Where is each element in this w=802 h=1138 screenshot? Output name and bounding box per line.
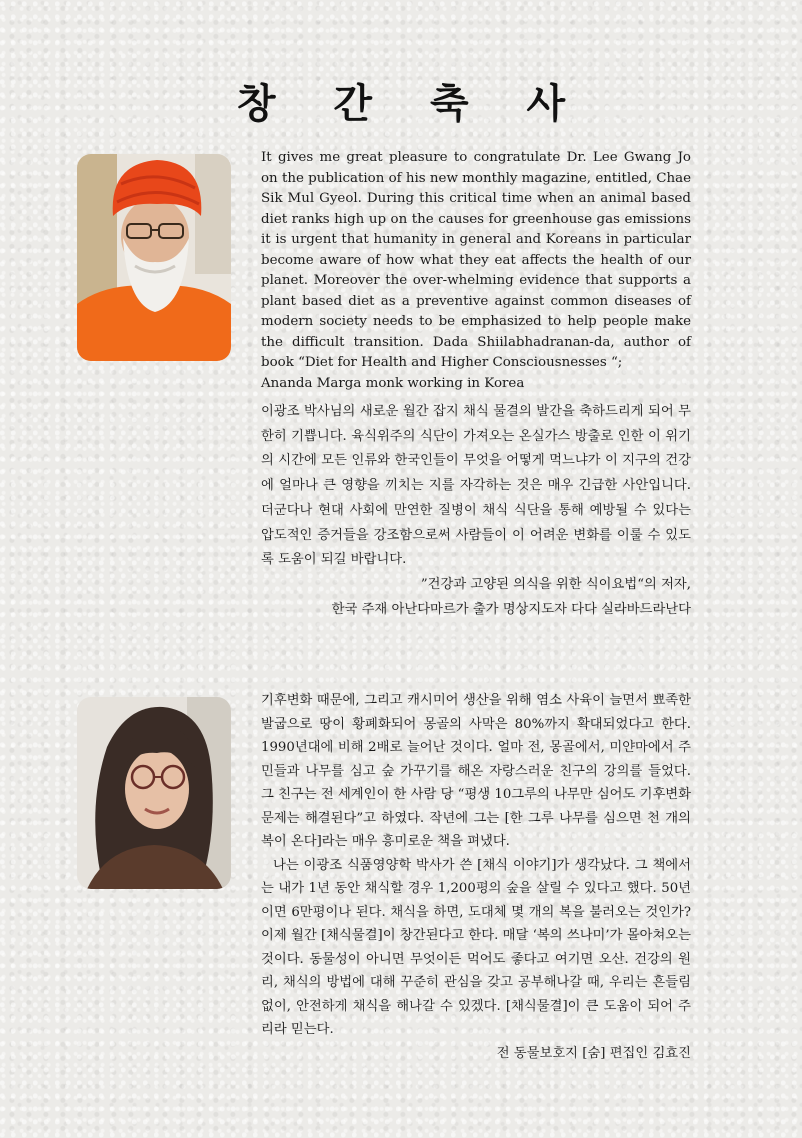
- english-body: It gives me great pleasure to congratulate Dr. Lee Gwang Jo on the publication of his new monthly magazine, entitled, Chae Sik Mul Gyeol. During this critical time when an animal based diet ranks high up on the causes for greenhouse gas emissions it is urgent that humanity in general and Koreans in particular become aware of how what they eat affects the health of our planet. Moreover the over-whelming evidence that supports a plant based diet as a preventive against common diseases of modern society needs to be emphasized to help people make the difficult transition. Dada Shiilabhadranan-da, author of book “Diet for Health and Higher Consciousnesses “;: [261, 150, 691, 370]
- author-photo-monk: [77, 154, 231, 361]
- korean-body-1: 이광조 박사님의 새로운 월간 잡지 채식 물결의 발간을 축하드리게 되어 무한히 기쁩니다. 육식위주의 식단이 가져오는 온실가스 방출로 인한 이 위기의 시간에 모든 인류와 한국인들이 무엇을 어떻게 먹느냐가 이 지구의 건강에 얼마나 큰 영향을 끼치는 지를 자각하는 것은 매우 긴급한 사안입니다. 더군다나 현대 사회에 만연한 질병이 채식 식단을 통해 예방될 수 있다는 압도적인 증거들을 강조함으로써 사람들이 이 어려운 변화를 이룰 수 있도록 도움이 되길 바랍니다.: [261, 404, 691, 568]
- korean-body-2-para-1: 기후변화 때문에, 그리고 캐시미어 생산을 위해 염소 사육이 늘면서 뾰족한 발굽으로 땅이 황폐화되어 몽골의 사막은 80%까지 확대되었다고 한다. 1990년대에 비해 2배로 늘어난 것이다. 얼마 전, 몽골에서, 미얀마에서 주민들과 나무를 심고 숲 가꾸기를 해온 자랑스러운 친구의 강의를 들었다. 그 친구는 전 세계인이 한 사람 당 “평생 10그루의 나무만 심어도 기후변화 문제는 해결된다”고 하였다. 작년에 그는 [한 그루 나무를 심으면 천 개의 복이 온다]라는 매우 흥미로운 책을 펴냈다.: [261, 693, 691, 849]
- page-title: 창 간 축 사: [236, 81, 588, 127]
- korean-signature-line-1: ”건강과 고양된 의식을 위한 식이요법“의 저자,: [420, 576, 691, 592]
- author-photo-editor: [77, 697, 231, 889]
- korean-signature-2: 전 동물보호지 [숨] 편집인 김효진: [496, 1045, 691, 1061]
- korean-message-2: [261, 689, 691, 1065]
- english-message: [261, 148, 691, 394]
- english-signature: Ananda Marga monk working in Korea: [261, 375, 525, 391]
- korean-body-2-para-2: 나는 이광조 식품영양학 박사가 쓴 [채식 이야기]가 생각났다. 그 책에서는 내가 1년 동안 채식할 경우 1,200평의 숲을 살릴 수 있다고 했다. 50년이면 6만평이나 된다. 채식을 하면, 도대체 몇 개의 복을 불러오는 것인가? 이제 월간 [채식물결]이 창간된다고 한다. 매달 ‘복의 쓰나미’가 몰아쳐오는 것이다. 동물성이 아니면 무엇이든 먹어도 좋다고 여기면 오산. 건강의 원리, 채식의 방법에 대해 꾸준히 관심을 갖고 공부해나갈 때, 우리는 흔들림 없이, 안전하게 채식을 해나갈 수 있겠다. [채식물결]이 큰 도움이 되어 주리라 믿는다.: [261, 857, 691, 1037]
- korean-message-1: [261, 400, 691, 622]
- korean-signature-line-2: 한국 주재 아난다마르가 출가 명상지도자 다다 실라바드라난다: [331, 601, 691, 617]
